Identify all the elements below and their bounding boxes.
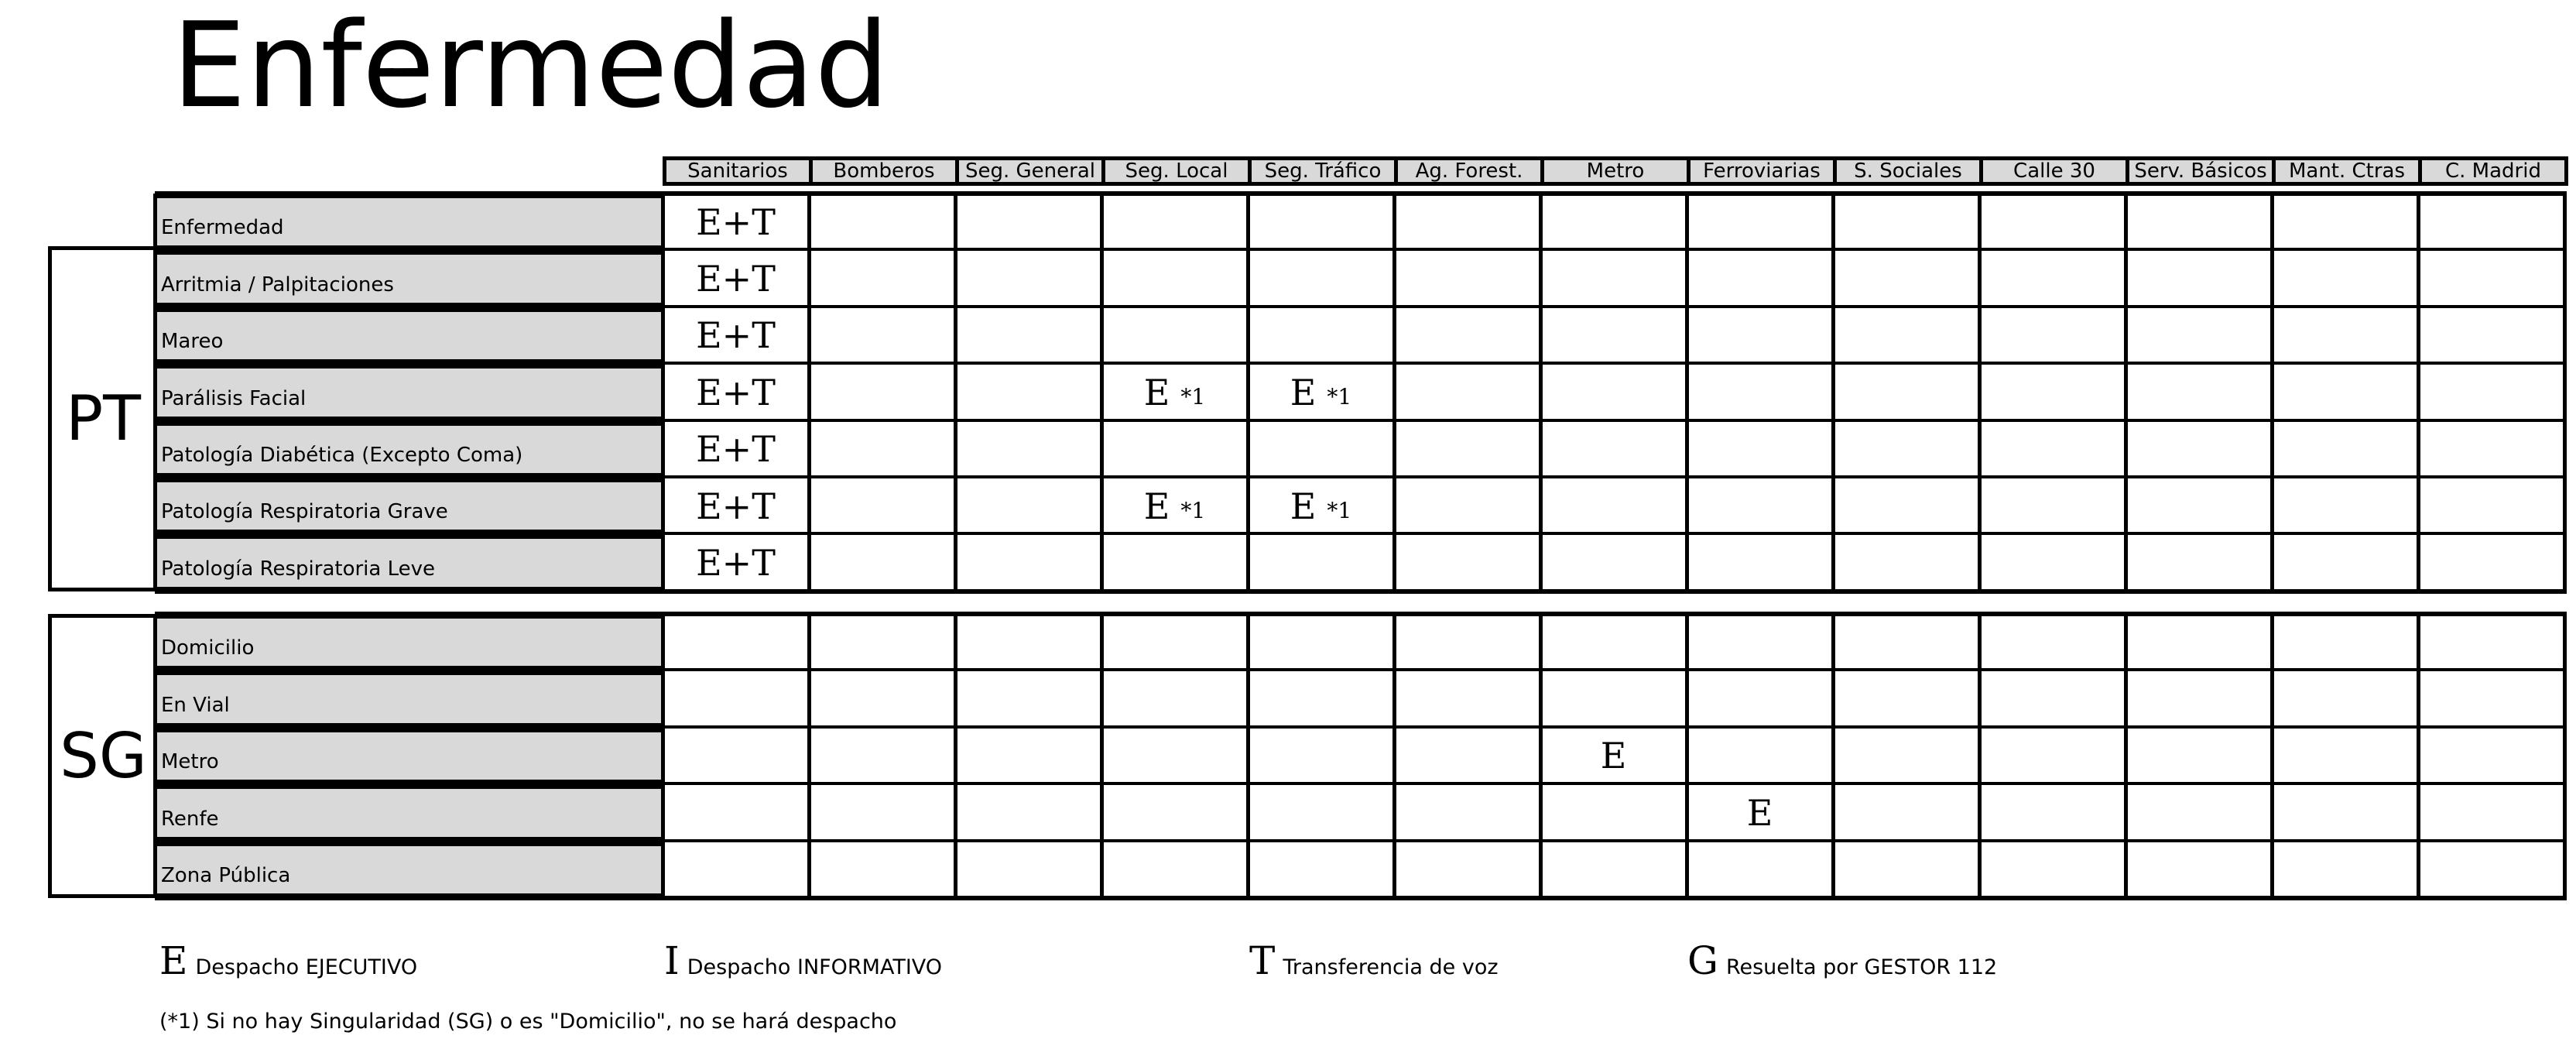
matrix-cell [1394, 670, 1540, 727]
matrix-cell [1248, 421, 1394, 478]
legend-text: Despacho EJECUTIVO [195, 955, 418, 979]
cell-value: E+T [696, 314, 776, 357]
matrix-cell [1248, 534, 1394, 591]
column-header: Calle 30 [1979, 156, 2129, 186]
matrix-cell [1101, 784, 1248, 841]
cell-value: E+T [696, 485, 776, 527]
matrix-cell [663, 364, 809, 420]
matrix-cell [2272, 728, 2418, 784]
matrix-cell [2126, 250, 2272, 307]
matrix-cell [1248, 250, 1394, 307]
matrix-cell [2418, 478, 2564, 534]
matrix-cell [1394, 728, 1540, 784]
matrix-cell [663, 307, 809, 364]
matrix-cell [809, 307, 955, 364]
group-label-pt: PT [48, 246, 155, 591]
matrix-cell [2126, 614, 2272, 670]
matrix-cell [1248, 670, 1394, 727]
grid-line [1978, 614, 1982, 898]
matrix-cell [2272, 421, 2418, 478]
matrix-cell [1979, 670, 2126, 727]
matrix-cell [1687, 421, 1833, 478]
matrix-cell [1248, 614, 1394, 670]
matrix-cell [2418, 250, 2564, 307]
matrix-cell [1540, 194, 1687, 250]
matrix-cell [1979, 421, 2126, 478]
matrix-cell [955, 534, 1101, 591]
row-label: Renfe [155, 784, 663, 841]
cell-value: E+T [696, 371, 776, 413]
column-header: Serv. Básicos [2126, 156, 2276, 186]
matrix-cell [1248, 842, 1394, 898]
matrix-cell [1979, 614, 2126, 670]
legend-item-i [664, 938, 942, 983]
row-label: Mareo [155, 307, 663, 364]
legend-item-t [1249, 938, 1499, 983]
matrix-cell [2126, 842, 2272, 898]
row-label: Parálisis Facial [155, 364, 663, 420]
matrix-cell [1394, 364, 1540, 420]
matrix-cell [955, 421, 1101, 478]
matrix-cell [1687, 250, 1833, 307]
matrix-cell [663, 250, 809, 307]
matrix-cell [1101, 842, 1248, 898]
grid-line [1831, 614, 1835, 898]
legend-item-g [1687, 938, 1997, 983]
matrix-cell [663, 614, 809, 670]
row-label: Patología Respiratoria Leve [155, 534, 663, 591]
legend-code: E [159, 938, 188, 983]
matrix-cell [2418, 728, 2564, 784]
cell-value: E [1290, 485, 1317, 527]
matrix-cell [1248, 364, 1394, 420]
column-header: Sanitarios [663, 156, 813, 186]
matrix-cell [1248, 194, 1394, 250]
grid-line [155, 782, 2567, 785]
matrix-cell [2126, 478, 2272, 534]
matrix-cell [1101, 670, 1248, 727]
matrix-cell [1687, 614, 1833, 670]
row-label: Patología Diabética (Excepto Coma) [155, 421, 663, 478]
grid-line [155, 419, 2567, 422]
matrix-cell [1394, 614, 1540, 670]
matrix-cell [1979, 728, 2126, 784]
matrix-cell [1833, 842, 1979, 898]
cell-value: E+T [696, 201, 776, 243]
row-label: Domicilio [155, 614, 663, 670]
matrix-cell [955, 670, 1101, 727]
matrix-cell [2126, 194, 2272, 250]
matrix-cell [2418, 670, 2564, 727]
matrix-cell [2418, 421, 2564, 478]
matrix-cell [663, 728, 809, 784]
matrix-cell [809, 614, 955, 670]
matrix-cell [1687, 478, 1833, 534]
matrix-cell [955, 614, 1101, 670]
matrix-cell [663, 784, 809, 841]
column-header: Seg. Local [1101, 156, 1252, 186]
matrix-cell [1101, 614, 1248, 670]
matrix-cell [955, 307, 1101, 364]
grid-line [153, 194, 157, 591]
grid-line [155, 362, 2567, 365]
grid-line [155, 839, 2567, 842]
matrix-cell [809, 364, 955, 420]
matrix-cell [1394, 421, 1540, 478]
grid-line [2417, 614, 2420, 898]
cell-note: *1 [1327, 498, 1352, 524]
matrix-cell [1540, 842, 1687, 898]
grid-line [155, 191, 2567, 196]
matrix-cell [1394, 842, 1540, 898]
matrix-cell [1979, 250, 2126, 307]
matrix-cell [2418, 364, 2564, 420]
cell-value: E [1143, 371, 1170, 413]
row-label: Enfermedad [155, 194, 663, 250]
matrix-cell [1979, 784, 2126, 841]
matrix-cell [809, 534, 955, 591]
matrix-cell [1833, 478, 1979, 534]
matrix-cell [955, 194, 1101, 250]
row-label: En Vial [155, 670, 663, 727]
matrix-cell [809, 728, 955, 784]
matrix-cell [1540, 421, 1687, 478]
grid-line [954, 614, 957, 898]
legend-code: I [664, 938, 680, 983]
grid-line [155, 668, 2567, 671]
page-title: Enfermedad [172, 0, 889, 134]
column-header: Bomberos [809, 156, 959, 186]
matrix-cell [663, 534, 809, 591]
matrix-cell [1394, 307, 1540, 364]
matrix-cell [1394, 784, 1540, 841]
grid-line [155, 896, 2567, 900]
matrix-cell [1540, 364, 1687, 420]
matrix-cell [809, 421, 955, 478]
matrix-cell [2272, 670, 2418, 727]
matrix-cell [1394, 534, 1540, 591]
grid-line [155, 475, 2567, 478]
grid-line [1685, 614, 1689, 898]
matrix-cell [955, 250, 1101, 307]
legend-code: G [1687, 938, 1718, 983]
cell-value: E [1290, 371, 1317, 413]
grid-line [1539, 614, 1543, 898]
matrix-cell [1687, 194, 1833, 250]
matrix-cell [2272, 250, 2418, 307]
matrix-cell [809, 842, 955, 898]
matrix-cell [1687, 784, 1833, 841]
matrix-cell [1101, 728, 1248, 784]
grid-line [1246, 614, 1250, 898]
cell-value: E [1746, 791, 1773, 834]
cell-note: *1 [1327, 384, 1352, 410]
matrix-cell [1687, 670, 1833, 727]
matrix-cell [1248, 307, 1394, 364]
matrix-cell [1687, 364, 1833, 420]
matrix-cell [809, 250, 955, 307]
matrix-cell [1833, 614, 1979, 670]
matrix-cell [1687, 842, 1833, 898]
matrix-cell [2418, 307, 2564, 364]
row-label: Metro [155, 728, 663, 784]
grid-line [155, 305, 2567, 308]
column-header: Seg. Tráfico [1248, 156, 1398, 186]
matrix-cell [2272, 194, 2418, 250]
matrix-cell [1687, 534, 1833, 591]
matrix-cell [1979, 364, 2126, 420]
matrix-cell [1833, 670, 1979, 727]
grid-line [2270, 614, 2274, 898]
row-label: Patología Respiratoria Grave [155, 478, 663, 534]
matrix-cell [2272, 534, 2418, 591]
matrix-cell [1248, 784, 1394, 841]
matrix-cell [1833, 250, 1979, 307]
matrix-cell [955, 728, 1101, 784]
column-header: C. Madrid [2418, 156, 2568, 186]
column-header: Ag. Forest. [1394, 156, 1544, 186]
matrix-cell [1540, 728, 1687, 784]
cell-value: E [1600, 735, 1627, 777]
matrix-cell [1687, 728, 1833, 784]
cell-value: E+T [696, 428, 776, 471]
matrix-cell [955, 784, 1101, 841]
matrix-cell [1979, 842, 2126, 898]
matrix-cell [2418, 194, 2564, 250]
column-header: Seg. General [955, 156, 1105, 186]
legend-code: T [1249, 938, 1276, 983]
matrix-cell [1833, 728, 1979, 784]
matrix-cell [1540, 670, 1687, 727]
matrix-cell [663, 670, 809, 727]
matrix-cell [955, 842, 1101, 898]
matrix-cell [2126, 421, 2272, 478]
cell-value: E+T [696, 258, 776, 300]
matrix-cell [1979, 194, 2126, 250]
matrix-cell [2418, 534, 2564, 591]
cell-value: E+T [696, 542, 776, 585]
cell-note: *1 [1180, 498, 1206, 524]
matrix-cell [1979, 307, 2126, 364]
matrix-cell [1394, 478, 1540, 534]
matrix-cell [2126, 670, 2272, 727]
grid-line [661, 614, 665, 898]
row-label: Arritmia / Palpitaciones [155, 250, 663, 307]
matrix-cell [809, 784, 955, 841]
grid-line [1100, 614, 1104, 898]
matrix-cell [2272, 364, 2418, 420]
matrix-cell [2272, 784, 2418, 841]
matrix-cell [663, 194, 809, 250]
column-header: S. Sociales [1833, 156, 1983, 186]
legend-text: Resuelta por GESTOR 112 [1725, 955, 1998, 979]
matrix-cell [1101, 307, 1248, 364]
matrix-cell [2418, 842, 2564, 898]
row-label: Zona Pública [155, 842, 663, 898]
matrix-cell [1248, 728, 1394, 784]
matrix-cell [2418, 614, 2564, 670]
matrix-cell [1540, 784, 1687, 841]
grid-line [2124, 614, 2128, 898]
matrix-cell [1101, 364, 1248, 420]
matrix-cell [1979, 478, 2126, 534]
matrix-cell [1101, 194, 1248, 250]
grid-line [155, 725, 2567, 729]
legend-item-e [159, 938, 417, 983]
matrix-cell [1540, 250, 1687, 307]
cell-value: E [1143, 485, 1170, 527]
matrix-cell [1833, 534, 1979, 591]
matrix-cell [1833, 784, 1979, 841]
matrix-cell [1979, 534, 2126, 591]
matrix-cell [809, 670, 955, 727]
matrix-cell [955, 364, 1101, 420]
matrix-cell [1540, 614, 1687, 670]
matrix-cell [1833, 364, 1979, 420]
matrix-cell [1540, 307, 1687, 364]
matrix-cell [1394, 194, 1540, 250]
grid-line [1392, 614, 1396, 898]
matrix-cell [809, 194, 955, 250]
matrix-cell [2272, 478, 2418, 534]
matrix-cell [955, 478, 1101, 534]
grid-line [2563, 614, 2567, 898]
matrix-cell [2272, 842, 2418, 898]
column-header: Metro [1540, 156, 1690, 186]
matrix-cell [663, 842, 809, 898]
grid-line [155, 532, 2567, 535]
matrix-cell [2126, 534, 2272, 591]
matrix-cell [1101, 534, 1248, 591]
matrix-cell [2126, 307, 2272, 364]
matrix-cell [1394, 250, 1540, 307]
cell-note: *1 [1180, 384, 1206, 410]
matrix-cell [1833, 421, 1979, 478]
group-label-sg: SG [48, 614, 155, 898]
grid-line [155, 589, 2567, 594]
matrix-cell [2126, 784, 2272, 841]
legend-text: Despacho INFORMATIVO [687, 955, 943, 979]
matrix-cell [2126, 728, 2272, 784]
grid-line [155, 612, 2567, 616]
matrix-cell [663, 421, 809, 478]
matrix-cell [1540, 534, 1687, 591]
matrix-cell [1540, 478, 1687, 534]
matrix-cell [2126, 364, 2272, 420]
matrix-cell [1101, 250, 1248, 307]
matrix-cell [663, 478, 809, 534]
matrix-cell [809, 478, 955, 534]
column-header: Ferroviarias [1687, 156, 1837, 186]
matrix-cell [2418, 784, 2564, 841]
matrix-cell [2272, 614, 2418, 670]
matrix-cell [1101, 478, 1248, 534]
footnote: (*1) Si no hay Singularidad (SG) o es "Domicilio", no se hará despacho [159, 1010, 897, 1034]
grid-line [153, 614, 157, 898]
grid-line [155, 248, 2567, 251]
matrix-cell [1833, 307, 1979, 364]
column-header: Mant. Ctras [2272, 156, 2422, 186]
matrix-cell [1101, 421, 1248, 478]
matrix-cell [1248, 478, 1394, 534]
matrix-cell [1833, 194, 1979, 250]
matrix-cell [1687, 307, 1833, 364]
legend-text: Transferencia de voz [1283, 955, 1499, 979]
grid-line [807, 614, 811, 898]
matrix-cell [2272, 307, 2418, 364]
